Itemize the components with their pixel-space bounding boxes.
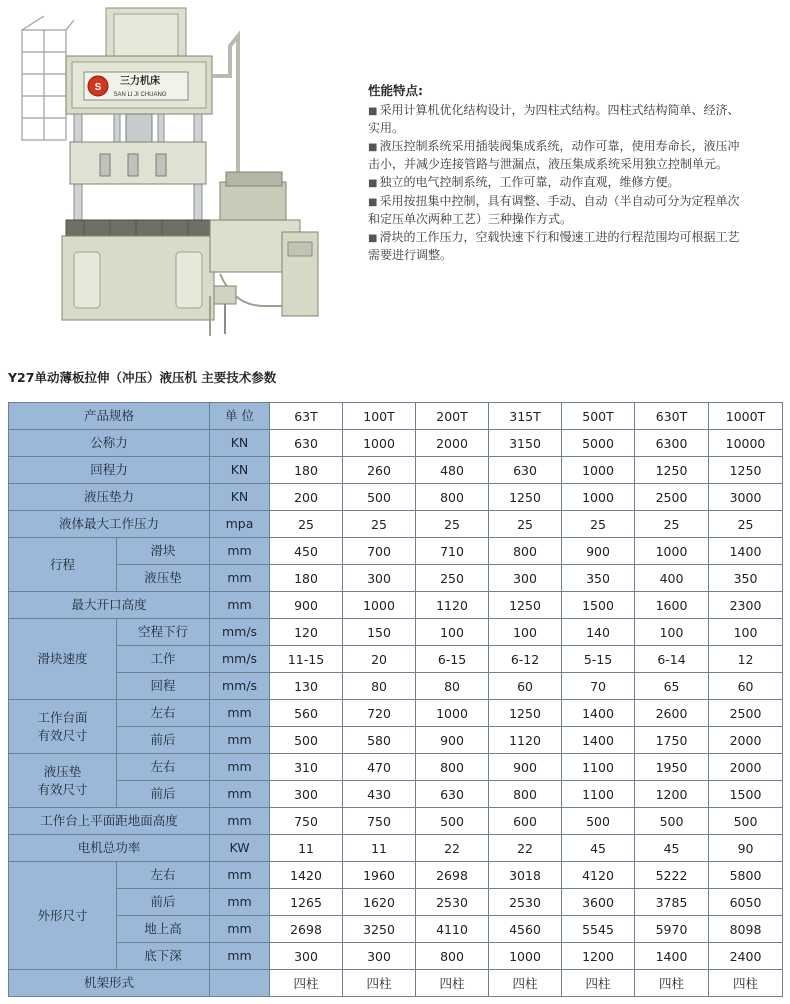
spec-value-cell: 900 (489, 754, 562, 781)
spec-value-cell: 1000 (489, 943, 562, 970)
spec-value-cell: 800 (489, 538, 562, 565)
spec-value-cell: 5222 (635, 862, 709, 889)
spec-value-cell: 1750 (635, 727, 709, 754)
spec-value-cell: 90 (709, 835, 783, 862)
spec-value-cell: 1250 (489, 700, 562, 727)
spec-value-cell: 11 (270, 835, 343, 862)
spec-value-cell: 2698 (416, 862, 489, 889)
spec-value-cell: 80 (416, 673, 489, 700)
spec-value-cell: 900 (270, 592, 343, 619)
row-unit: KN (210, 457, 270, 484)
square-bullet-icon: ■ (368, 105, 378, 117)
spec-value-cell: 2000 (709, 727, 783, 754)
row-group-label (9, 619, 117, 700)
table-row (9, 673, 783, 700)
spec-value-cell: 1120 (416, 592, 489, 619)
table-row (9, 619, 783, 646)
row-group-label (9, 754, 117, 808)
spec-value-cell: 四柱 (489, 970, 562, 997)
spec-value-cell: 6300 (635, 430, 709, 457)
table-row (9, 781, 783, 808)
spec-value-cell: 5970 (635, 916, 709, 943)
spec-value-cell: 180 (270, 565, 343, 592)
brand-name: 三力机床 (120, 76, 160, 87)
spec-value-cell: 1620 (343, 889, 416, 916)
spec-value-cell: 11-15 (270, 646, 343, 673)
spec-value-cell: 1000 (343, 430, 416, 457)
spec-value-cell: 1400 (709, 538, 783, 565)
spec-value-cell: 800 (489, 781, 562, 808)
spec-value-cell: 500 (270, 727, 343, 754)
feature-title: 性能特点: (368, 83, 423, 98)
row-label: 液体最大工作压力 (9, 511, 210, 538)
feature-item: ■ 滑块的工作压力，空载快速下行和慢速工进的行程范围均可根据工艺需要进行调整。 (368, 229, 740, 263)
row-unit: mm/s (210, 646, 270, 673)
spec-value-cell: 四柱 (343, 970, 416, 997)
spec-table (8, 402, 783, 997)
spec-value-cell: 300 (270, 943, 343, 970)
spec-value-cell: 750 (343, 808, 416, 835)
spec-value-cell: 2530 (416, 889, 489, 916)
spec-value-cell: 10000 (709, 430, 783, 457)
spec-value-cell: 5545 (562, 916, 635, 943)
spec-value-cell: 580 (343, 727, 416, 754)
row-unit: KN (210, 484, 270, 511)
spec-value-cell: 1400 (562, 727, 635, 754)
spec-value-cell: 300 (343, 943, 416, 970)
spec-value-cell: 四柱 (709, 970, 783, 997)
row-label: 电机总功率 (9, 835, 210, 862)
spec-value-cell: 6050 (709, 889, 783, 916)
row-unit: mm (210, 727, 270, 754)
row-group-line: 外形尺寸 (37, 907, 88, 923)
spec-value-cell: 600 (489, 808, 562, 835)
spec-value-cell: 1000 (416, 700, 489, 727)
spec-value-cell: 500 (416, 808, 489, 835)
spec-value-cell: 800 (416, 943, 489, 970)
spec-value-cell: 25 (635, 511, 709, 538)
spec-value-cell: 80 (343, 673, 416, 700)
spec-value-cell: 630 (270, 430, 343, 457)
spec-value-cell: 2600 (635, 700, 709, 727)
spec-value-cell: 2400 (709, 943, 783, 970)
table-row (9, 943, 783, 970)
spec-table-body (9, 403, 783, 997)
row-sub-label: 地上高 (117, 916, 210, 943)
header-model: 200T (416, 403, 489, 430)
spec-value-cell: 630 (489, 457, 562, 484)
table-row (9, 916, 783, 943)
table-row (9, 889, 783, 916)
spec-value-cell: 1960 (343, 862, 416, 889)
spec-value-cell: 100 (709, 619, 783, 646)
table-row (9, 970, 783, 997)
table-row (9, 727, 783, 754)
table-row (9, 511, 783, 538)
row-sub-label: 左右 (117, 754, 210, 781)
spec-value-cell: 25 (270, 511, 343, 538)
spec-value-cell: 8098 (709, 916, 783, 943)
row-sub-label: 底下深 (117, 943, 210, 970)
spec-value-cell: 100 (489, 619, 562, 646)
spec-value-cell: 1950 (635, 754, 709, 781)
spec-value-cell: 4560 (489, 916, 562, 943)
spec-value-cell: 四柱 (635, 970, 709, 997)
row-label: 公称力 (9, 430, 210, 457)
feature-item: ■ 采用计算机优化结构设计，为四柱式结构。四柱式结构简单、经济、实用。 (368, 102, 740, 136)
row-group-line: 液压垫 (43, 763, 82, 779)
spec-value-cell: 4120 (562, 862, 635, 889)
row-unit (210, 970, 270, 997)
spec-value-cell: 45 (635, 835, 709, 862)
spec-value-cell: 1000 (562, 457, 635, 484)
header-model: 1000T (709, 403, 783, 430)
spec-value-cell: 4110 (416, 916, 489, 943)
row-sub-label: 前后 (117, 727, 210, 754)
spec-value-cell: 25 (489, 511, 562, 538)
spec-value-cell: 500 (709, 808, 783, 835)
row-unit: KN (210, 430, 270, 457)
spec-value-cell: 150 (343, 619, 416, 646)
spec-value-cell: 1400 (635, 943, 709, 970)
table-row (9, 538, 783, 565)
spec-value-cell: 1265 (270, 889, 343, 916)
table-row (9, 457, 783, 484)
spec-value-cell: 120 (270, 619, 343, 646)
spec-value-cell: 700 (343, 538, 416, 565)
spec-value-cell: 6-12 (489, 646, 562, 673)
spec-value-cell: 260 (343, 457, 416, 484)
table-row (9, 592, 783, 619)
feature-item: ■ 独立的电气控制系统，工作可靠，动作直观，维修方便。 (368, 174, 680, 189)
spec-value-cell: 310 (270, 754, 343, 781)
spec-value-cell: 25 (416, 511, 489, 538)
header-model: 500T (562, 403, 635, 430)
row-sub-label: 工作 (117, 646, 210, 673)
spec-value-cell: 350 (562, 565, 635, 592)
row-unit: mm (210, 808, 270, 835)
row-group-label (9, 538, 117, 592)
table-row (9, 430, 783, 457)
header-model: 315T (489, 403, 562, 430)
row-sub-label: 回程 (117, 673, 210, 700)
row-label: 工作台上平面距地面高度 (9, 808, 210, 835)
row-sub-label: 前后 (117, 781, 210, 808)
brand-pinyin: SAN LI JI CHUANG (113, 92, 167, 98)
row-group-line: 有效尺寸 (37, 781, 88, 797)
spec-value-cell: 25 (562, 511, 635, 538)
row-unit: mm (210, 565, 270, 592)
row-unit: KW (210, 835, 270, 862)
spec-value-cell: 710 (416, 538, 489, 565)
table-row (9, 565, 783, 592)
spec-value-cell: 560 (270, 700, 343, 727)
hydraulic-press-image (14, 6, 324, 336)
spec-value-cell: 12 (709, 646, 783, 673)
row-unit: mm (210, 592, 270, 619)
spec-value-cell: 1120 (489, 727, 562, 754)
header-model: 100T (343, 403, 416, 430)
table-row (9, 835, 783, 862)
spec-value-cell: 250 (416, 565, 489, 592)
spec-value-cell: 140 (562, 619, 635, 646)
row-label: 机架形式 (9, 970, 210, 997)
row-label: 最大开口高度 (9, 592, 210, 619)
spec-value-cell: 2000 (416, 430, 489, 457)
spec-value-cell: 22 (489, 835, 562, 862)
spec-value-cell: 500 (635, 808, 709, 835)
spec-value-cell: 800 (416, 484, 489, 511)
header-unit: 单 位 (210, 403, 270, 430)
spec-value-cell: 100 (416, 619, 489, 646)
spec-value-cell: 1500 (709, 781, 783, 808)
spec-value-cell: 300 (270, 781, 343, 808)
spec-value-cell: 70 (562, 673, 635, 700)
spec-value-cell: 300 (343, 565, 416, 592)
spec-value-cell: 1200 (562, 943, 635, 970)
spec-value-cell: 3600 (562, 889, 635, 916)
spec-value-cell: 25 (343, 511, 416, 538)
feature-list (368, 82, 748, 265)
spec-value-cell: 400 (635, 565, 709, 592)
row-sub-label: 左右 (117, 700, 210, 727)
spec-value-cell: 65 (635, 673, 709, 700)
row-group-line: 有效尺寸 (37, 727, 88, 743)
spec-value-cell: 60 (489, 673, 562, 700)
table-row (9, 700, 783, 727)
spec-value-cell: 四柱 (416, 970, 489, 997)
row-label: 回程力 (9, 457, 210, 484)
spec-value-cell: 900 (416, 727, 489, 754)
row-unit: mm (210, 538, 270, 565)
spec-value-cell: 500 (562, 808, 635, 835)
row-group-line: 工作台面 (37, 709, 88, 725)
row-unit: mpa (210, 511, 270, 538)
spec-value-cell: 1000 (635, 538, 709, 565)
square-bullet-icon: ■ (368, 232, 378, 244)
row-group-label (9, 700, 117, 754)
spec-value-cell: 2500 (635, 484, 709, 511)
spec-value-cell: 45 (562, 835, 635, 862)
spec-value-cell: 3785 (635, 889, 709, 916)
spec-value-cell: 1250 (489, 592, 562, 619)
row-unit: mm/s (210, 619, 270, 646)
spec-value-cell: 180 (270, 457, 343, 484)
square-bullet-icon: ■ (368, 177, 378, 189)
spec-value-cell: 1250 (489, 484, 562, 511)
row-unit: mm (210, 916, 270, 943)
row-label: 液压垫力 (9, 484, 210, 511)
svg-text:S: S (94, 82, 102, 93)
spec-value-cell: 1600 (635, 592, 709, 619)
header-model: 630T (635, 403, 709, 430)
spec-value-cell: 5-15 (562, 646, 635, 673)
table-row (9, 808, 783, 835)
row-sub-label: 液压垫 (117, 565, 210, 592)
row-unit: mm/s (210, 673, 270, 700)
spec-value-cell: 1400 (562, 700, 635, 727)
spec-value-cell: 750 (270, 808, 343, 835)
row-group-line: 滑块速度 (37, 651, 88, 666)
spec-value-cell: 11 (343, 835, 416, 862)
spec-value-cell: 2300 (709, 592, 783, 619)
spec-value-cell: 20 (343, 646, 416, 673)
spec-value-cell: 1420 (270, 862, 343, 889)
table-row (9, 646, 783, 673)
spec-value-cell: 1000 (343, 592, 416, 619)
spec-value-cell: 5800 (709, 862, 783, 889)
spec-value-cell: 130 (270, 673, 343, 700)
header-model: 63T (270, 403, 343, 430)
row-unit: mm (210, 754, 270, 781)
spec-value-cell: 60 (709, 673, 783, 700)
spec-value-cell: 3018 (489, 862, 562, 889)
spec-value-cell: 2500 (709, 700, 783, 727)
spec-value-cell: 300 (489, 565, 562, 592)
row-sub-label: 前后 (117, 889, 210, 916)
spec-value-cell: 350 (709, 565, 783, 592)
table-header-row (9, 403, 783, 430)
spec-value-cell: 2530 (489, 889, 562, 916)
spec-value-cell: 900 (562, 538, 635, 565)
spec-value-cell: 100 (635, 619, 709, 646)
spec-value-cell: 四柱 (562, 970, 635, 997)
spec-value-cell: 2000 (709, 754, 783, 781)
spec-value-cell: 450 (270, 538, 343, 565)
feature-item: ■ 采用按扭集中控制，具有调整、手动、自动（半自动可分为定程单次和定压单次两种工艺）三种操作方式。 (368, 193, 740, 227)
spec-value-cell: 1100 (562, 781, 635, 808)
spec-value-cell: 720 (343, 700, 416, 727)
row-unit: mm (210, 943, 270, 970)
spec-value-cell: 22 (416, 835, 489, 862)
spec-value-cell: 800 (416, 754, 489, 781)
row-sub-label: 滑块 (117, 538, 210, 565)
spec-value-cell: 25 (709, 511, 783, 538)
spec-value-cell: 470 (343, 754, 416, 781)
spec-value-cell: 6-15 (416, 646, 489, 673)
table-caption: Y27单动薄板拉伸（冲压）液压机 主要技术参数 (8, 370, 277, 385)
row-unit: mm (210, 700, 270, 727)
row-sub-label: 空程下行 (117, 619, 210, 646)
spec-value-cell: 1500 (562, 592, 635, 619)
table-row (9, 754, 783, 781)
spec-value-cell: 1200 (635, 781, 709, 808)
spec-value-cell: 500 (343, 484, 416, 511)
row-unit: mm (210, 781, 270, 808)
header-label: 产品规格 (9, 403, 210, 430)
row-unit: mm (210, 889, 270, 916)
row-group-label (9, 862, 117, 970)
table-row (9, 484, 783, 511)
spec-value-cell: 480 (416, 457, 489, 484)
spec-value-cell: 5000 (562, 430, 635, 457)
spec-value-cell: 430 (343, 781, 416, 808)
spec-value-cell: 1100 (562, 754, 635, 781)
spec-value-cell: 1250 (635, 457, 709, 484)
spec-value-cell: 四柱 (270, 970, 343, 997)
spec-value-cell: 6-14 (635, 646, 709, 673)
spec-value-cell: 3000 (709, 484, 783, 511)
square-bullet-icon: ■ (368, 196, 378, 208)
spec-value-cell: 3250 (343, 916, 416, 943)
spec-value-cell: 200 (270, 484, 343, 511)
spec-value-cell: 2698 (270, 916, 343, 943)
spec-value-cell: 1250 (709, 457, 783, 484)
table-row (9, 862, 783, 889)
product-hero (0, 0, 790, 350)
square-bullet-icon: ■ (368, 141, 378, 153)
spec-value-cell: 630 (416, 781, 489, 808)
row-sub-label: 左右 (117, 862, 210, 889)
row-unit: mm (210, 862, 270, 889)
feature-item: ■ 液压控制系统采用插装阀集成系统，动作可靠，使用寿命长，液压冲击小，并减少连接管路与泄漏点，液压集成系统采用独立控制单元。 (368, 138, 740, 172)
spec-value-cell: 3150 (489, 430, 562, 457)
row-group-line: 行程 (49, 556, 75, 572)
spec-value-cell: 1000 (562, 484, 635, 511)
